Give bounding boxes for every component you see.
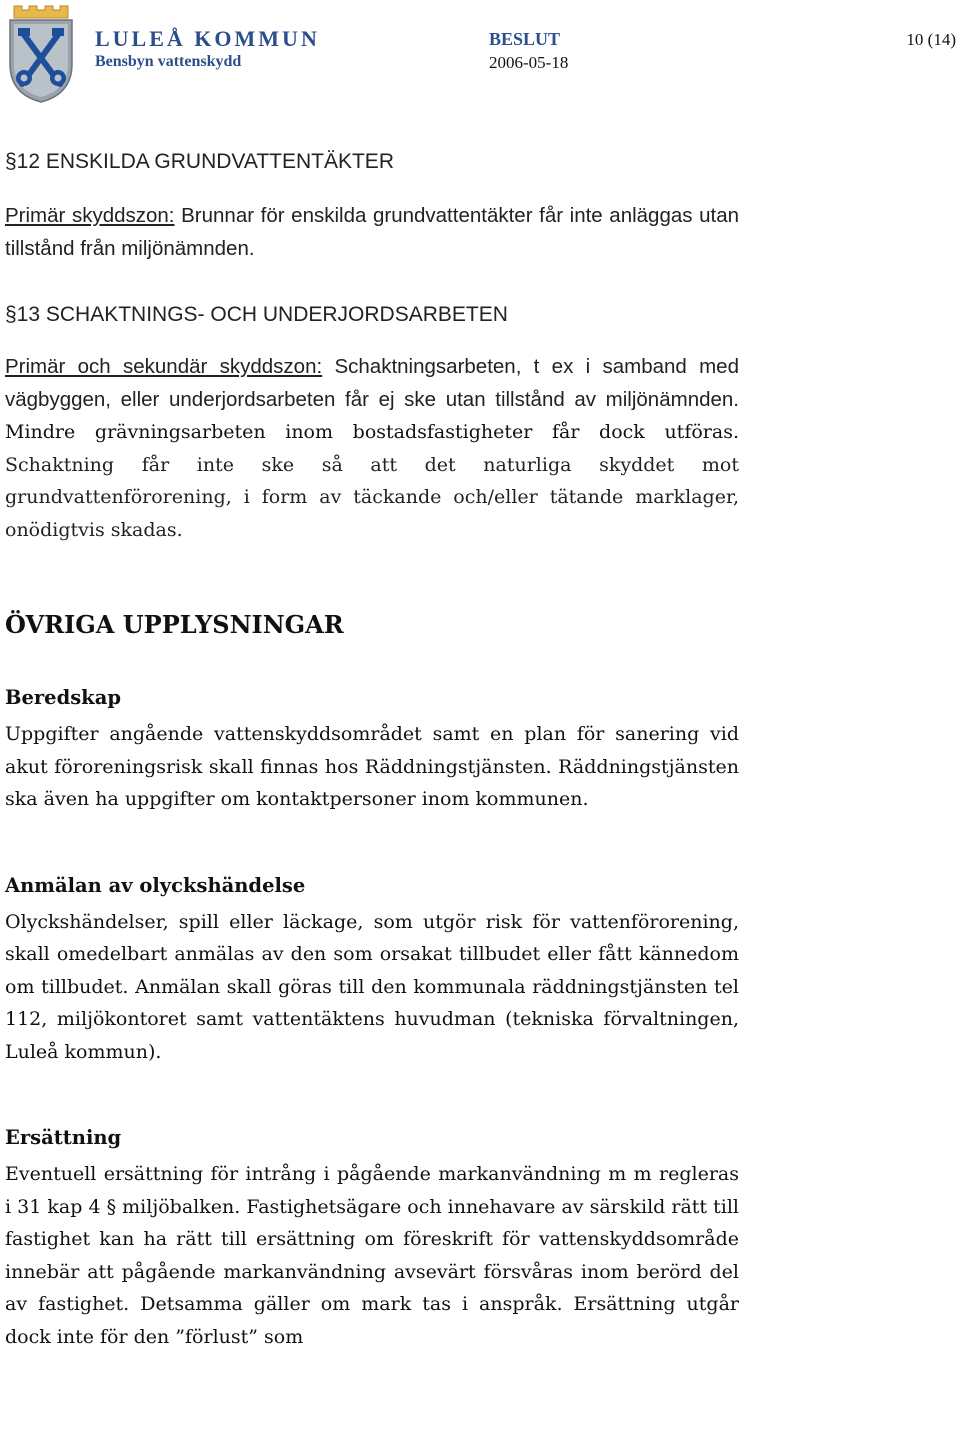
document-type: BESLUT <box>489 29 561 49</box>
ersattning-heading: Ersättning <box>5 1126 122 1149</box>
anmalan-paragraph: Olyckshändelser, spill eller läckage, som utgör risk för vattenförorening, skall omedelbart anmälas av den som orsakat tillbudet eller fått kännedom om tillbudet. Anmälan skall göras till den kommunala räddningstjänsten tel 112, miljökontoret samt vattentäktens huvudman (tekniska förvaltningen, Luleå kommun). <box>5 910 739 1063</box>
ovriga-upplysningar-heading: ÖVRIGA UPPLYSNINGAR <box>5 610 344 639</box>
document-body <box>5 140 739 1353</box>
section-12-text: Brunnar för enskilda grundvattentäkter får inte anläggas utan tillstånd från miljönämnden. <box>5 204 740 260</box>
section-13-heading: §13 SCHAKTNINGS- OCH UNDERJORDSARBETEN <box>5 303 508 326</box>
section-12-heading: §12 ENSKILDA GRUNDVATTENTÄKTER <box>5 150 394 173</box>
section-13-text-sans: Schaktningsarbeten, t ex i samband med vägbyggen, eller underjordsarbeten får ej ske utan tillstånd av miljönämnden. <box>5 355 739 411</box>
zone-label-primary: Primär skyddszon: <box>5 204 175 227</box>
section-12-paragraph <box>5 200 739 265</box>
section-13-paragraph <box>5 351 739 546</box>
document-date: 2006-05-18 <box>489 53 569 72</box>
document-header <box>0 0 960 110</box>
page-number: 10 (14) <box>906 30 956 49</box>
zone-label-primary-secondary: Primär och sekundär skyddszon: <box>5 355 323 378</box>
department-name: Bensbyn vattenskydd <box>95 53 242 70</box>
beredskap-heading: Beredskap <box>5 686 121 709</box>
section-13-text-serif-1: Mindre grävningsarbeten inom bostadsfastigheter får dock utföras. <box>5 421 739 443</box>
organization-name: LULEÅ KOMMUN <box>95 26 320 51</box>
beredskap-paragraph: Uppgifter angående vattenskyddsområdet samt en plan för sanering vid akut föroreningsrisk skall finnas hos Räddningstjänsten. Räddningstjänsten ska även ha uppgifter om kontaktpersoner inom kommunen. <box>5 723 739 810</box>
anmalan-heading: Anmälan av olyckshändelse <box>5 873 306 897</box>
lulea-coat-of-arms-icon <box>6 4 76 104</box>
ersattning-paragraph: Eventuell ersättning för intrång i pågående markanvändning m m regleras i 31 kap 4 § miljöbalken. Fastighetsägare och innehavare av särskild rätt till fastighet kan ha rätt till ersättning om föreskrift för vattenskyddsområde innebär att pågående markanvändning avsevärt försvåras inom berörd del av fastighet. Detsamma gäller om mark tas i anspråk. Ersättning utgår dock inte för den ”förlust” som <box>5 1163 739 1348</box>
section-13-text-serif-2: Schaktning får inte ske så att det naturliga skyddet mot grundvattenförorening, i form av täckande och/eller tätande marklager, onödigtvis skadas. <box>5 453 739 541</box>
